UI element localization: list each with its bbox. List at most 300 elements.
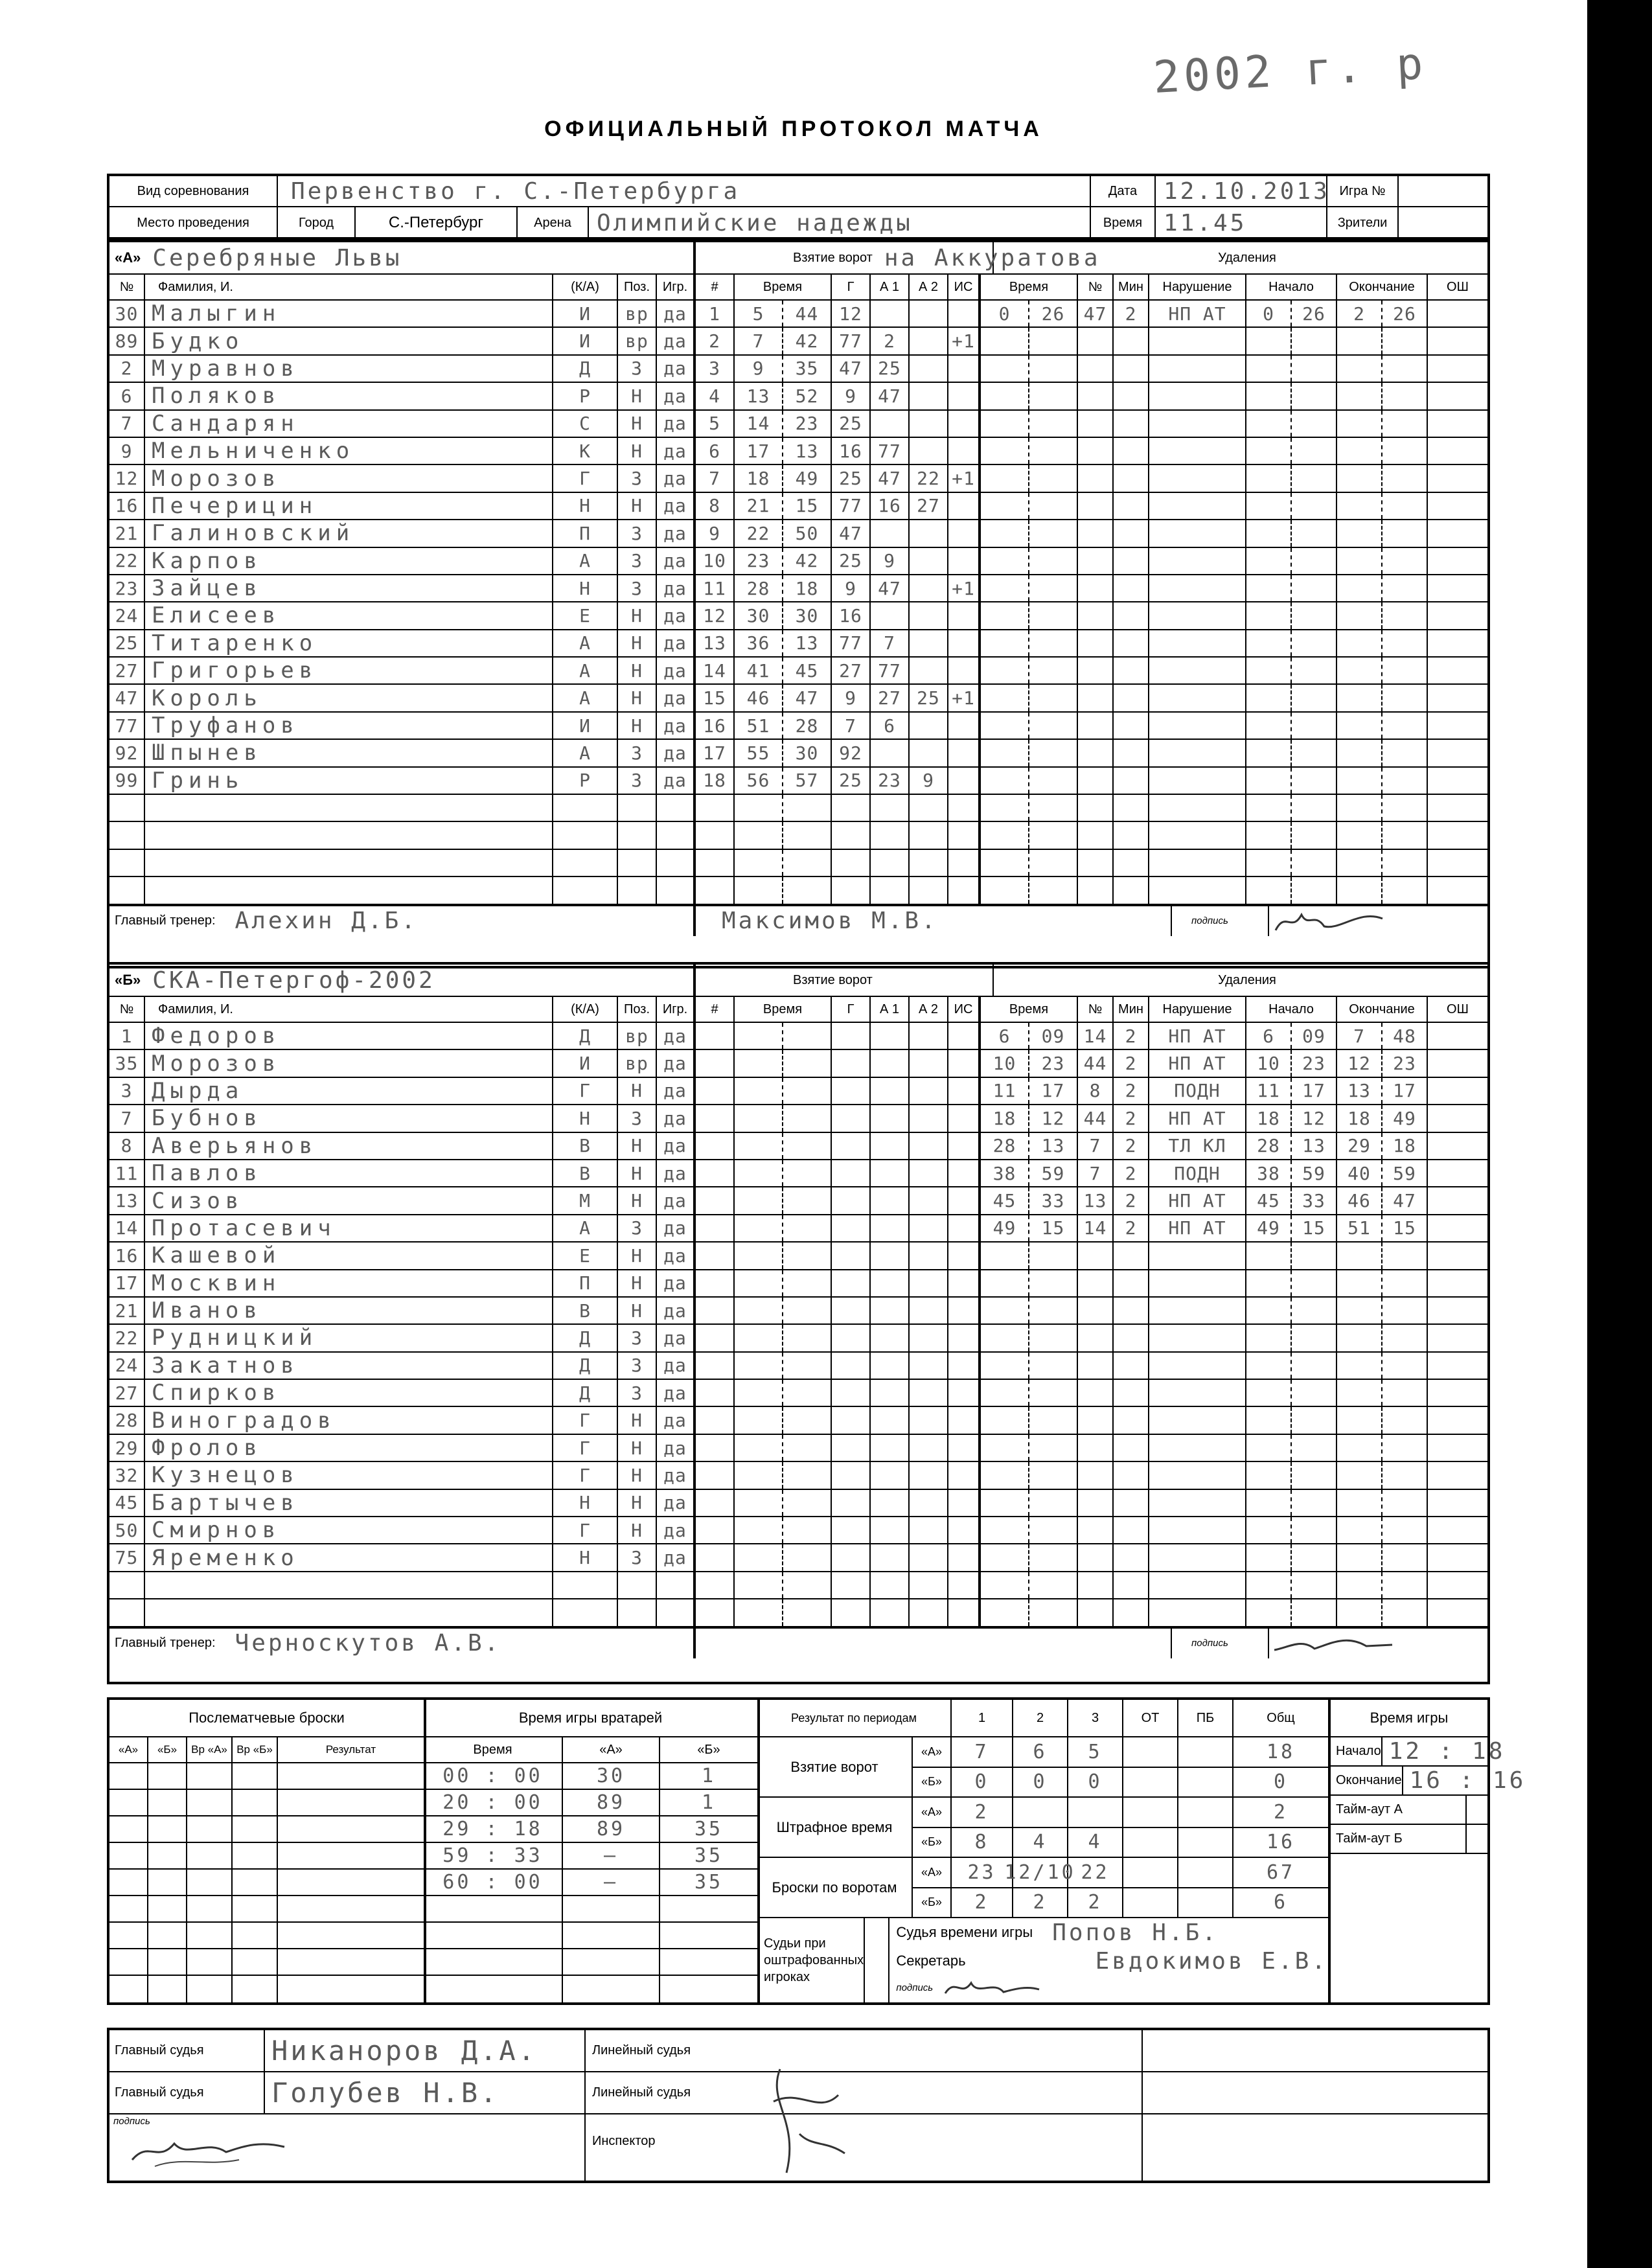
goal-scorer: [832, 1270, 871, 1296]
goal-minute: 18: [735, 465, 783, 491]
pen-second: [1029, 685, 1078, 711]
player-number: 13: [109, 1187, 145, 1213]
player-ka: И: [553, 328, 618, 354]
pen-start-minute: [1246, 1572, 1292, 1598]
pen-player: [1078, 1380, 1114, 1406]
shootout-row: [109, 1816, 424, 1843]
roster-row: [109, 850, 1487, 877]
hdr-pen-violation: Нарушение: [1149, 997, 1246, 1022]
goal-minute: [735, 1187, 783, 1213]
pen-minutes: [1114, 1380, 1149, 1406]
pen-minute: [981, 768, 1029, 794]
date-label: Дата: [1091, 176, 1156, 206]
pen-end-second: 23: [1382, 1050, 1428, 1076]
hdr-is: ИС: [948, 997, 981, 1022]
goal-second: [783, 1243, 832, 1268]
player-played: да: [657, 356, 696, 382]
pen-osh: [1428, 1407, 1487, 1433]
player-position: Н: [618, 1270, 657, 1296]
result-value: 23: [952, 1858, 1013, 1887]
goalie-a: [563, 1923, 660, 1948]
pen-minutes: [1114, 877, 1149, 903]
goal-number: 18: [696, 768, 735, 794]
goal-scorer: [832, 1298, 871, 1323]
team-a-header-row: [109, 275, 1487, 301]
goal-is: [948, 520, 981, 546]
goal-assist1: [871, 1599, 910, 1625]
pen-second: [1029, 630, 1078, 656]
goal-assist2: [910, 1078, 948, 1104]
goal-is: [948, 383, 981, 409]
pen-minute: [981, 328, 1029, 354]
pen-osh: [1428, 1215, 1487, 1241]
pen-start-minute: [1246, 1298, 1292, 1323]
goal-is: +1: [948, 685, 981, 711]
goal-assist2: [910, 438, 948, 464]
pen-second: [1029, 1462, 1078, 1488]
player-number: 22: [109, 1325, 145, 1351]
pen-minutes: 2: [1114, 1050, 1149, 1076]
pen-second: [1029, 1572, 1078, 1598]
goal-number: 4: [696, 383, 735, 409]
pen-end-second: 17: [1382, 1078, 1428, 1104]
game-start: 12 : 18: [1388, 1738, 1506, 1765]
pen-second: [1029, 658, 1078, 683]
goal-scorer: [832, 1243, 871, 1268]
pen-violation: [1149, 383, 1246, 409]
spectators-value: [1399, 207, 1487, 238]
goal-assist2: [910, 1050, 948, 1076]
goal-assist1: [871, 1023, 910, 1049]
pen-player: [1078, 1572, 1114, 1598]
pen-start-second: 33: [1292, 1187, 1337, 1213]
pen-start-second: [1292, 548, 1337, 574]
goalie-t: [424, 1923, 563, 1948]
player-number: 77: [109, 713, 145, 739]
goal-second: 28: [783, 713, 832, 739]
player-name: Гринь: [145, 768, 553, 794]
pen-violation: [1149, 850, 1246, 876]
pen-start-second: 12: [1292, 1105, 1337, 1131]
pen-end-minute: 51: [1337, 1215, 1382, 1241]
pen-end-second: 59: [1382, 1160, 1428, 1186]
pen-end-second: [1382, 1407, 1428, 1433]
pen-start-minute: [1246, 411, 1292, 437]
hdr-pen-num: №: [1078, 275, 1114, 299]
player-name: Бартычев: [145, 1490, 553, 1516]
pen-player: [1078, 602, 1114, 628]
player-number: 28: [109, 1407, 145, 1433]
pen-violation: [1149, 1490, 1246, 1516]
player-position: Н: [618, 493, 657, 519]
pen-end-minute: [1337, 465, 1382, 491]
player-name: [145, 822, 553, 848]
pen-start-minute: [1246, 493, 1292, 519]
roster-row: [109, 1599, 1487, 1627]
goal-is: [948, 548, 981, 574]
goal-minute: [735, 1133, 783, 1159]
roster-row: [109, 356, 1487, 383]
pen-player: [1078, 548, 1114, 574]
pen-minute: [981, 356, 1029, 382]
player-position: Н: [618, 685, 657, 711]
goal-scorer: [832, 1544, 871, 1570]
goal-minute: [735, 1435, 783, 1461]
player-name: Морозов: [145, 1050, 553, 1076]
pen-minutes: [1114, 1572, 1149, 1598]
hdr-pen-end: Окончание: [1337, 997, 1428, 1022]
pen-end-minute: [1337, 1325, 1382, 1351]
goal-scorer: [832, 1407, 871, 1433]
goal-number: [696, 1215, 735, 1241]
hdr-played: Игр.: [657, 275, 696, 299]
roster-row: [109, 438, 1487, 465]
player-position: 3: [618, 740, 657, 766]
goal-is: [948, 1435, 981, 1461]
goal-second: 52: [783, 383, 832, 409]
pen-player: 47: [1078, 301, 1114, 326]
goal-second: 49: [783, 465, 832, 491]
pen-end-minute: 29: [1337, 1133, 1382, 1159]
hdr-goal-time: Время: [735, 997, 832, 1022]
pen-osh: [1428, 1380, 1487, 1406]
goal-assist1: 16: [871, 493, 910, 519]
pen-player: [1078, 383, 1114, 409]
player-number: 75: [109, 1544, 145, 1570]
pen-start-second: [1292, 356, 1337, 382]
pen-start-minute: [1246, 1462, 1292, 1488]
pen-osh: [1428, 356, 1487, 382]
pen-start-second: [1292, 328, 1337, 354]
goal-assist2: [910, 713, 948, 739]
pen-start-second: [1292, 575, 1337, 601]
goalie-a: [563, 1976, 660, 2002]
player-name: Титаренко: [145, 630, 553, 656]
player-ka: Р: [553, 768, 618, 794]
goal-is: [948, 1599, 981, 1625]
pen-start-minute: 0: [1246, 301, 1292, 326]
goal-minute: [735, 1050, 783, 1076]
player-played: да: [657, 1380, 696, 1406]
goalie-time-row: [424, 1816, 757, 1843]
page-title: ОФИЦИАЛЬНЫЙ ПРОТОКОЛ МАТЧА: [544, 117, 1043, 141]
goal-is: [948, 1050, 981, 1076]
pen-osh: [1428, 602, 1487, 628]
pen-second: 13: [1029, 1133, 1078, 1159]
results-title: Результат по периодам: [757, 1700, 952, 1736]
pen-minutes: [1114, 658, 1149, 683]
goal-assist1: [871, 1490, 910, 1516]
period-col-4: ОТ: [1123, 1700, 1178, 1736]
player-position: [618, 850, 657, 876]
roster-row: [109, 548, 1487, 575]
pen-osh: [1428, 630, 1487, 656]
player-played: да: [657, 1133, 696, 1159]
timeout-a-label: Тайм-аут А: [1331, 1796, 1467, 1824]
pen-player: 14: [1078, 1215, 1114, 1241]
pen-end-second: [1382, 795, 1428, 821]
team-b-rows: [109, 1023, 1487, 1627]
pen-end-minute: [1337, 356, 1382, 382]
goal-scorer: 27: [832, 658, 871, 683]
pen-second: [1029, 1435, 1078, 1461]
goalie-a: 89: [563, 1790, 660, 1815]
goal-is: [948, 1160, 981, 1186]
goalie-t: 60 : 00: [424, 1870, 563, 1895]
roster-row: [109, 1160, 1487, 1187]
goal-assist1: [871, 1270, 910, 1296]
roster-row: [109, 768, 1487, 795]
goal-scorer: [832, 877, 871, 903]
player-position: Н: [618, 658, 657, 683]
player-ka: К: [553, 438, 618, 464]
goal-assist1: [871, 411, 910, 437]
roster-row: [109, 1270, 1487, 1298]
goalie-col-header: «Б»: [697, 1742, 720, 1757]
goal-is: [948, 602, 981, 628]
player-played: да: [657, 1544, 696, 1570]
pen-violation: [1149, 1599, 1246, 1625]
goal-second: [783, 822, 832, 848]
player-number: 92: [109, 740, 145, 766]
pen-player: [1078, 1435, 1114, 1461]
player-position: Н: [618, 1435, 657, 1461]
goal-minute: [735, 1599, 783, 1625]
player-position: [618, 1599, 657, 1625]
pen-minutes: 2: [1114, 1187, 1149, 1213]
pen-osh: [1428, 1050, 1487, 1076]
player-position: Н: [618, 1187, 657, 1213]
pen-osh: [1428, 877, 1487, 903]
pen-player: [1078, 1462, 1114, 1488]
goal-number: 9: [696, 520, 735, 546]
pen-player: 13: [1078, 1187, 1114, 1213]
pen-minute: [981, 740, 1029, 766]
goal-scorer: [832, 1023, 871, 1049]
roster-row: [109, 520, 1487, 547]
player-played: да: [657, 1105, 696, 1131]
goal-is: [948, 493, 981, 519]
player-ka: Н: [553, 1105, 618, 1131]
goalie-b: 1: [701, 1765, 717, 1787]
pen-end-minute: [1337, 1380, 1382, 1406]
pen-minute: [981, 1243, 1029, 1268]
pen-minute: [981, 1325, 1029, 1351]
player-position: вр: [618, 1023, 657, 1049]
player-position: [618, 822, 657, 848]
pen-second: [1029, 548, 1078, 574]
player-number: [109, 850, 145, 876]
goal-scorer: [832, 1133, 871, 1159]
pen-minutes: [1114, 575, 1149, 601]
pen-violation: [1149, 465, 1246, 491]
goal-second: [783, 1517, 832, 1543]
pen-player: [1078, 520, 1114, 546]
player-ka: Е: [553, 1243, 618, 1268]
goal-number: 13: [696, 630, 735, 656]
pen-minutes: [1114, 602, 1149, 628]
pen-player: [1078, 1407, 1114, 1433]
pen-start-second: [1292, 658, 1337, 683]
goal-number: 17: [696, 740, 735, 766]
pen-second: [1029, 465, 1078, 491]
goal-is: [948, 713, 981, 739]
player-name: [145, 795, 553, 821]
pen-minute: [981, 1572, 1029, 1598]
pen-start-second: [1292, 1544, 1337, 1570]
summary-block: [107, 1697, 1526, 2005]
pen-end-minute: [1337, 548, 1382, 574]
shootout-row: [109, 1949, 424, 1976]
pen-second: [1029, 411, 1078, 437]
pen-start-second: 09: [1292, 1023, 1337, 1049]
pen-start-second: [1292, 850, 1337, 876]
player-played: да: [657, 713, 696, 739]
team-a-coach: Алехин Д.Б.: [235, 908, 418, 935]
pen-minutes: [1114, 1517, 1149, 1543]
player-position: 3: [618, 1215, 657, 1241]
pen-minute: 10: [981, 1050, 1029, 1076]
pen-second: [1029, 493, 1078, 519]
pen-violation: НП АТ: [1149, 301, 1246, 326]
pen-minutes: [1114, 465, 1149, 491]
player-position: Н: [618, 1407, 657, 1433]
player-name: [145, 877, 553, 903]
roster-row: [109, 1490, 1487, 1517]
pen-second: [1029, 768, 1078, 794]
goal-second: 18: [783, 575, 832, 601]
pen-end-second: [1382, 438, 1428, 464]
shootout-row: [109, 1843, 424, 1870]
goal-number: [696, 1572, 735, 1598]
goal-is: [948, 850, 981, 876]
goal-second: [783, 1160, 832, 1186]
pen-end-minute: [1337, 630, 1382, 656]
pen-minute: [981, 850, 1029, 876]
pen-start-minute: [1246, 1599, 1292, 1625]
goal-assist1: [871, 1160, 910, 1186]
pen-end-second: [1382, 1435, 1428, 1461]
pen-end-second: [1382, 493, 1428, 519]
hdr-pen-violation: Нарушение: [1149, 275, 1246, 299]
pen-osh: [1428, 1490, 1487, 1516]
goal-minute: [735, 822, 783, 848]
player-number: 3: [109, 1078, 145, 1104]
pen-minutes: 2: [1114, 1078, 1149, 1104]
goal-minute: [735, 1544, 783, 1570]
goal-is: +1: [948, 328, 981, 354]
pen-second: [1029, 1407, 1078, 1433]
goal-minute: [735, 1490, 783, 1516]
goal-is: [948, 1270, 981, 1296]
goal-is: [948, 1187, 981, 1213]
pen-player: [1078, 630, 1114, 656]
player-position: 3: [618, 1105, 657, 1131]
pen-minute: [981, 1435, 1029, 1461]
result-value: [1123, 1737, 1178, 1767]
pen-start-second: 23: [1292, 1050, 1337, 1076]
pen-minutes: [1114, 383, 1149, 409]
pen-end-minute: [1337, 438, 1382, 464]
pen-second: [1029, 1599, 1078, 1625]
pen-start-second: [1292, 383, 1337, 409]
pen-player: [1078, 1544, 1114, 1570]
pen-end-minute: 46: [1337, 1187, 1382, 1213]
shootout-col-header: Результат: [325, 1743, 376, 1756]
goal-scorer: [832, 1490, 871, 1516]
goal-scorer: [832, 1105, 871, 1131]
player-played: да: [657, 328, 696, 354]
team-a-sign-label: подпись: [1172, 906, 1269, 936]
goal-is: [948, 1380, 981, 1406]
player-ka: [553, 1599, 618, 1625]
player-played: да: [657, 1050, 696, 1076]
pen-violation: [1149, 520, 1246, 546]
goal-second: 44: [783, 301, 832, 326]
hdr-goal-time: Время: [735, 275, 832, 299]
goalie-b: [660, 1896, 757, 1921]
player-name: Фролов: [145, 1435, 553, 1461]
pen-start-minute: 49: [1246, 1215, 1292, 1241]
pen-player: [1078, 438, 1114, 464]
goal-scorer: 16: [832, 602, 871, 628]
goal-is: [948, 658, 981, 683]
period-col-5: ПБ: [1178, 1700, 1233, 1736]
pen-end-minute: [1337, 740, 1382, 766]
player-number: [109, 795, 145, 821]
goal-number: [696, 850, 735, 876]
pen-end-second: [1382, 630, 1428, 656]
pen-end-second: [1382, 383, 1428, 409]
goal-number: [696, 822, 735, 848]
game-time-title: Время игры: [1331, 1700, 1487, 1737]
player-position: Н: [618, 438, 657, 464]
pen-minute: [981, 1407, 1029, 1433]
hdr-num: №: [109, 275, 145, 299]
pen-violation: [1149, 713, 1246, 739]
pen-end-second: [1382, 1270, 1428, 1296]
goalie-t: 20 : 00: [424, 1790, 563, 1815]
player-ka: Р: [553, 383, 618, 409]
player-played: да: [657, 1298, 696, 1323]
pen-end-minute: [1337, 877, 1382, 903]
goal-assist2: [910, 383, 948, 409]
team-a-block: [107, 240, 1490, 968]
roster-row: [109, 1243, 1487, 1270]
pen-second: [1029, 1243, 1078, 1268]
goal-number: 7: [696, 465, 735, 491]
goal-second: [783, 1490, 832, 1516]
player-played: да: [657, 740, 696, 766]
team-a-name: Серебряные Львы: [152, 244, 402, 271]
pen-start-minute: [1246, 685, 1292, 711]
goal-scorer: 25: [832, 548, 871, 574]
goalie-b: 35: [694, 1844, 724, 1867]
pen-start-minute: [1246, 1353, 1292, 1379]
player-name: Павлов: [145, 1160, 553, 1186]
result-value: [1178, 1858, 1233, 1887]
player-name: Поляков: [145, 383, 553, 409]
goal-number: [696, 1325, 735, 1351]
goal-assist1: 47: [871, 575, 910, 601]
hdr-name: Фамилия, И.: [145, 275, 553, 299]
goal-assist2: [910, 1298, 948, 1323]
player-ka: Е: [553, 602, 618, 628]
goal-scorer: [832, 1325, 871, 1351]
pen-start-second: [1292, 602, 1337, 628]
result-label: Штрафное время: [757, 1798, 913, 1857]
player-position: 3: [618, 1325, 657, 1351]
